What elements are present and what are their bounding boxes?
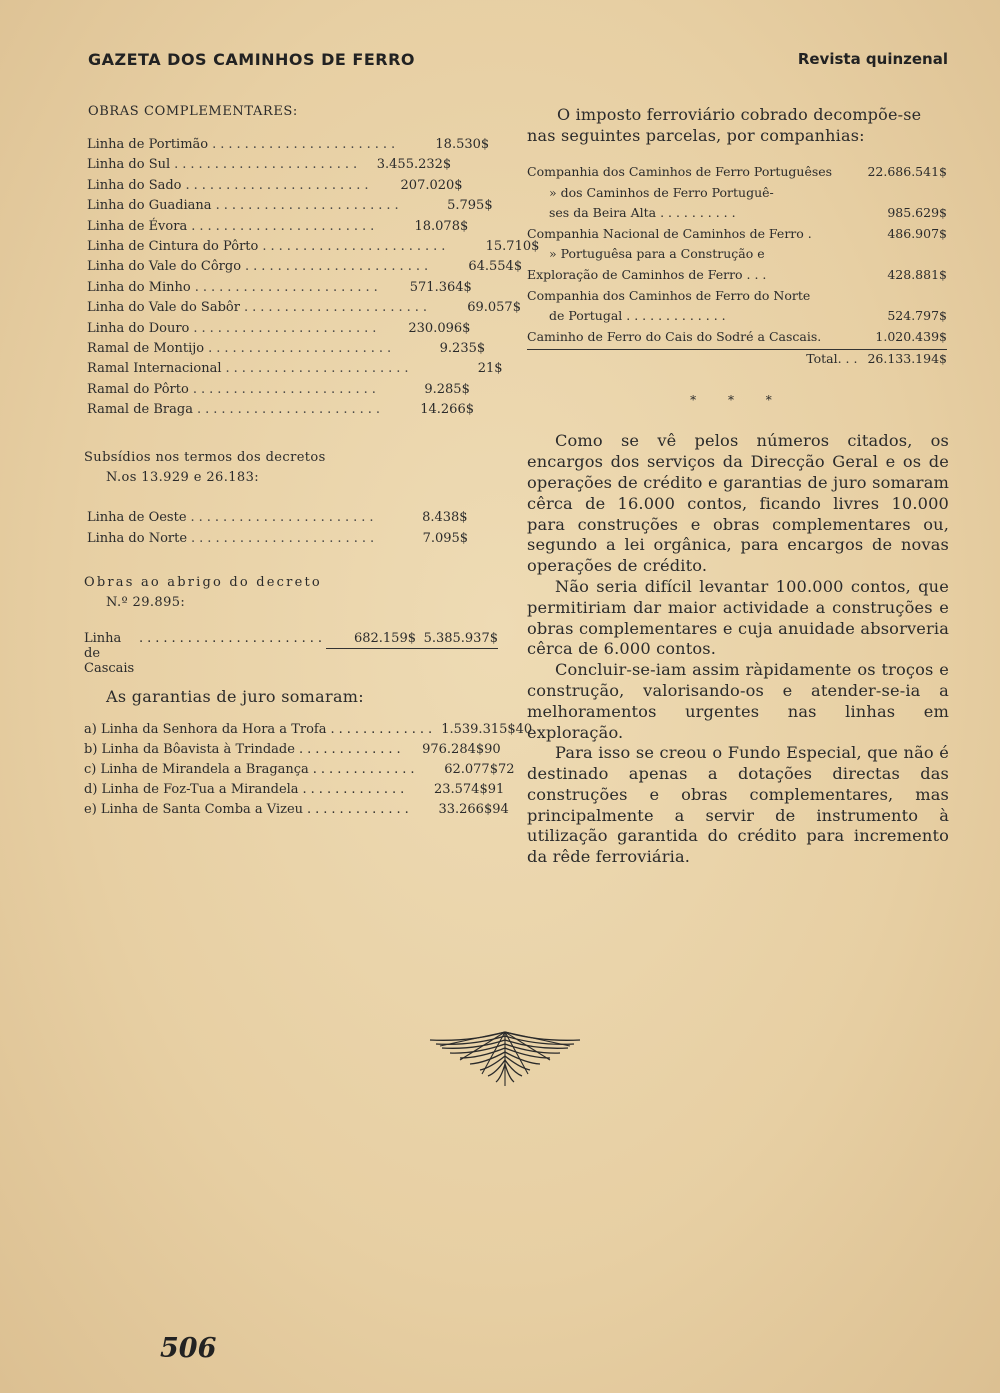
table-row: Companhia dos Caminhos de Ferro do Norte <box>527 287 811 303</box>
imposto-intro: O imposto ferroviário cobrado decompõe-se nas seguintes parcelas, por companhias: <box>527 105 922 145</box>
list-item: Linha do Sado ....................... 207.020$ <box>87 177 463 193</box>
table-row: Companhia dos Caminhos de Ferro Portuguêses 22.686.541$ <box>527 164 947 179</box>
list-item: Linha do Sul ....................... 3.455.232$ <box>87 157 452 173</box>
list-item: Linha do Guadiana ....................... 5.795$ <box>87 198 493 214</box>
table-row: » Portuguêsa para a Construção e <box>549 246 765 262</box>
table-row: » dos Caminhos de Ferro Portuguê- <box>549 184 774 200</box>
cascais-row: Linha de Cascais ....................... 682.159$ 5.385.937$ <box>84 631 498 677</box>
journal-subtitle: Revista quinzenal <box>797 50 948 68</box>
paragraph-3: Concluir-se-iam assim ràpidamente os troços e construção, valorisando-os e atender-se-ia a melhoramentos urgentes nas linhas em exploração. <box>527 660 949 742</box>
garantias-heading: As garantias de juro somaram: <box>106 687 364 707</box>
section-separator: * * * <box>690 393 786 408</box>
list-item: c) Linha de Mirandela a Bragança ............. 62.077$72 <box>84 762 515 778</box>
subsidios-heading: Subsídios nos termos dos decretos N.os 13.929 e 26.183: <box>84 450 326 486</box>
table-row: Exploração de Caminhos de Ferro . . . 428.881$ <box>527 266 947 282</box>
list-item: Linha de Portimão ....................... 18.530$ <box>87 137 490 152</box>
list-item: Ramal do Pôrto ....................... 9.285$ <box>87 381 470 397</box>
imposto-table <box>527 164 947 373</box>
paragraph-1: Como se vê pelos números citados, os encargos dos serviços da Direcção Geral e os de operações de crédito e garantias de juro somaram cêrca de 16.000 contos, ficando livres 10.000 para construções e obras complementares ou, segundo a lei orgânica, para encargos de novas operações de crédito. <box>527 431 949 576</box>
obras-grand-total: 5.385.937$ <box>416 631 498 649</box>
list-item: Linha do Douro ....................... 230.096$ <box>87 320 471 336</box>
table-row: Caminho de Ferro do Cais do Sodré a Cascais. 1.020.439$ <box>527 328 947 344</box>
list-item: Linha do Minho ....................... 571.364$ <box>87 279 472 295</box>
paragraph-2: Não seria difícil levantar 100.000 contos, que permitiriam dar maior actividade a construções e obras complementares e cuja anuidade absorveria cêrca de 6.000 contos. <box>527 576 949 659</box>
list-item: Linha de Cintura do Pôrto ....................... 15.710$ <box>87 238 540 254</box>
decreto-heading: Obras ao abrigo do decreto N.º 29.895: <box>84 575 322 611</box>
garantias-list <box>84 722 533 822</box>
page-number: 506 <box>160 1333 217 1364</box>
list-item: Ramal de Braga ....................... 14.266$ <box>87 402 474 418</box>
total-value: 26.133.194$ <box>867 351 947 367</box>
imposto-total-row <box>527 349 947 373</box>
list-item: Linha de Évora ....................... 18.078$ <box>87 218 469 234</box>
subsidios-list <box>84 510 498 551</box>
list-item: Ramal Internacional ....................... 21$ <box>87 361 503 377</box>
list-item: Linha do Norte ....................... 7.095$ <box>87 530 469 546</box>
obras-title: OBRAS COMPLEMENTARES: <box>88 104 298 119</box>
journal-title: GAZETA DOS CAMINHOS DE FERRO <box>88 50 416 69</box>
fan-ornament-icon <box>430 1028 580 1088</box>
table-row: ses da Beira Alta . . . . . . . . . . 985.629$ <box>549 205 947 221</box>
list-item: Ramal de Montijo ....................... 9.235$ <box>87 340 486 356</box>
list-item: e) Linha de Santa Comba a Vizeu ............. 33.266$94 <box>84 802 509 818</box>
right-column <box>527 104 949 868</box>
left-column <box>84 104 540 822</box>
list-item: Linha do Vale do Sabôr ....................... 69.057$ <box>87 300 521 316</box>
list-item: d) Linha de Foz-Tua a Mirandela ............. 23.574$91 <box>84 782 505 798</box>
list-item: a) Linha da Senhora da Hora a Trofa ............. 1.539.315$40 <box>84 722 533 738</box>
list-item: b) Linha da Bôavista à Trindade ............. 976.284$90 <box>84 742 501 758</box>
table-row: de Portugal . . . . . . . . . . . . . 524.797$ <box>549 308 947 324</box>
list-item: Linha do Vale do Côrgo ....................... 64.554$ <box>87 259 523 275</box>
list-item: Linha de Oeste ....................... 8.438$ <box>87 510 468 526</box>
obras-list <box>84 137 540 422</box>
total-label: Total. . . <box>806 351 858 367</box>
cascais-value: 682.159$ <box>326 631 416 649</box>
table-row: Companhia Nacional de Caminhos de Ferro . 486.907$ <box>527 225 947 241</box>
paragraph-4: Para isso se creou o Fundo Especial, que não é destinado apenas a dotações directas das construções e obras complementares, mas principalmente a servir de instrumento à utilização garantida do crédito para incremento da rêde ferroviária. <box>527 743 949 867</box>
